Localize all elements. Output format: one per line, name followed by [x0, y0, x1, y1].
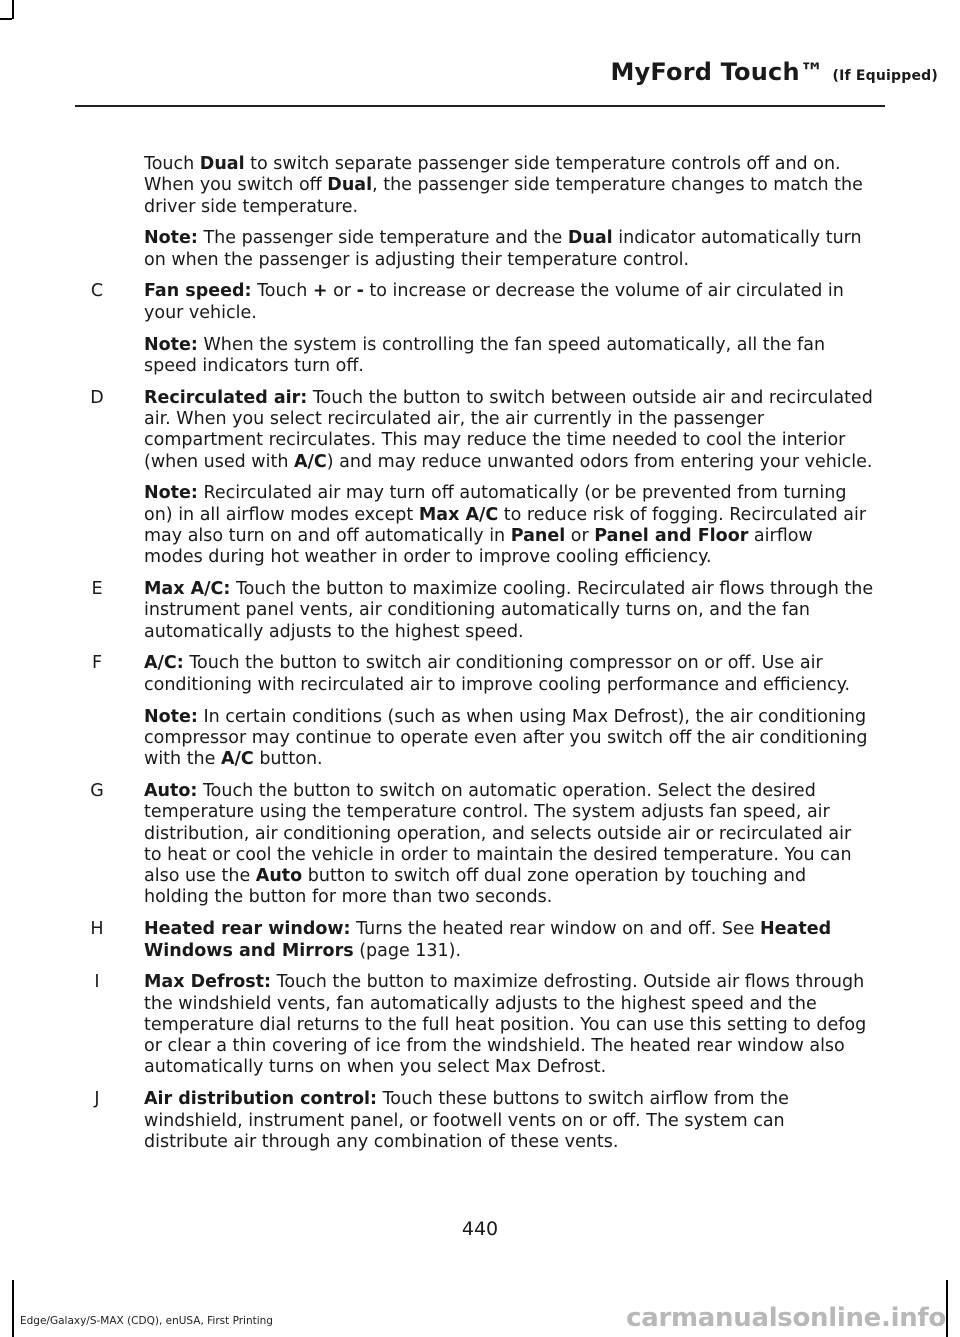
paragraph: I Max Defrost: Touch the button to maximize defrosting. Outside air flows through the windshield vents, fan automatically adjusts to the highest speed and the temperature dial returns to the full heat position. You can use this setting to defog or clear a thin covering of ice from the windshield. The heated rear window also automatically turns on when you select Max Defrost.	[0, 972, 874, 1078]
paragraph: F A/C: Touch the button to switch air conditioning compressor on or off. Use air conditioning with recirculated air to improve cooling performance and efficiency.	[0, 653, 874, 696]
item-lead: Note:	[144, 228, 198, 249]
item-lead: Auto:	[144, 780, 198, 801]
paragraph: Touch Dual to switch separate passenger side temperature controls off and on. When you switch off Dual, the passenger side temperature changes to match the driver side temperature.	[144, 154, 863, 217]
item-lead: Fan speed:	[144, 281, 252, 302]
item-letter: J	[94, 1089, 100, 1110]
item-lead: Recirculated air:	[144, 387, 308, 408]
paragraph: D Recirculated air: Touch the button to switch between outside air and recirculated air. When you select recirculated air, the air currently in the passenger compartment recirculates. This may reduce the time needed to cool the interior (when used with A/C) and may reduce unwanted odors from entering your vehicle.	[0, 388, 874, 473]
item-lead: Heated rear window:	[144, 919, 351, 940]
crop-mark	[12, 0, 14, 19]
page-title-subtitle: (If Equipped)	[832, 68, 938, 84]
item-lead: Max A/C:	[144, 579, 231, 600]
bold-term: Dual	[567, 228, 613, 249]
item-lead: Note:	[144, 334, 198, 355]
paragraph: Note: When the system is controlling the fan speed automatically, all the fan speed indicators turn off.	[144, 334, 826, 376]
paragraph: C Fan speed: Touch + or - to increase or decrease the volume of air circulated in your vehicle.	[0, 281, 874, 324]
crop-mark	[12, 1280, 14, 1337]
bold-term: A/C	[294, 451, 327, 472]
body-content	[0, 154, 960, 1164]
item-lead: Note:	[144, 706, 198, 727]
bold-term: Heated Windows and Mirrors	[144, 919, 832, 961]
paragraph: Note: Recirculated air may turn off automatically (or be prevented from turning on) in all airflow modes except Max A/C to reduce risk of fogging. Recirculated air may also turn on and off automatically in Panel or Panel and Floor airflow modes during hot weather in order to improve cooling efficiency.	[144, 483, 867, 568]
paragraph: G Auto: Touch the button to switch on automatic operation. Select the desired temperature using the temperature control. The system adjusts fan speed, air distribution, air conditioning operation, and selects outside air or recirculated air to heat or cool the vehicle in order to maintain the desired temperature. You can also use the Auto button to switch off dual zone operation by touching and holding the button for more than two seconds.	[0, 781, 874, 909]
item-lead: Max Defrost:	[144, 972, 272, 993]
paragraph: J Air distribution control: Touch these buttons to switch airflow from the windshield, instrument panel, or footwell vents on or off. The system can distribute air through any combination of these vents.	[0, 1089, 874, 1153]
page-title-main: MyFord Touch™	[610, 58, 824, 86]
page-number: 440	[461, 1218, 499, 1240]
bold-term: -	[356, 281, 364, 302]
paragraph: E Max A/C: Touch the button to maximize cooling. Recirculated air flows through the instrument panel vents, air conditioning automatically turns on, and the fan automatically adjusts to the highest speed.	[0, 579, 874, 643]
item-letter: I	[94, 972, 100, 993]
item-letter: F	[91, 653, 103, 674]
bold-term: Max A/C	[418, 504, 499, 525]
footer-text: Edge/Galaxy/S-MAX (CDQ), enUSA, First Printing	[20, 1315, 273, 1327]
bold-term: A/C	[220, 749, 254, 770]
item-letter: C	[90, 281, 104, 302]
item-letter: H	[90, 919, 104, 940]
item-letter: G	[90, 780, 104, 801]
bold-term: Auto	[255, 866, 303, 887]
paragraph: Note: The passenger side temperature and the Dual indicator automatically turn on when the passenger is adjusting their temperature control.	[144, 228, 862, 270]
item-lead: Note:	[144, 483, 198, 504]
bold-term: Dual	[327, 175, 373, 196]
page-title	[0, 58, 938, 86]
header-divider	[75, 105, 885, 107]
item-lead: Air distribution control:	[144, 1089, 377, 1110]
item-letter: E	[91, 579, 103, 600]
bold-term: +	[312, 281, 328, 302]
bold-term: Panel	[510, 525, 566, 546]
paragraph: H Heated rear window: Turns the heated rear window on and off. See Heated Windows and Mirrors (page 131).	[0, 919, 874, 962]
watermark: carmanualsonline.info	[626, 1303, 946, 1333]
paragraph: Note: In certain conditions (such as when using Max Defrost), the air conditioning compressor may continue to operate even after you switch off the air conditioning with the A/C button.	[144, 706, 868, 770]
crop-mark	[0, 18, 12, 20]
bold-term: Dual	[199, 154, 245, 174]
item-letter: D	[90, 387, 104, 408]
bold-term: Panel and Floor	[594, 525, 749, 546]
crop-mark	[946, 1280, 948, 1337]
item-lead: A/C:	[144, 653, 184, 674]
